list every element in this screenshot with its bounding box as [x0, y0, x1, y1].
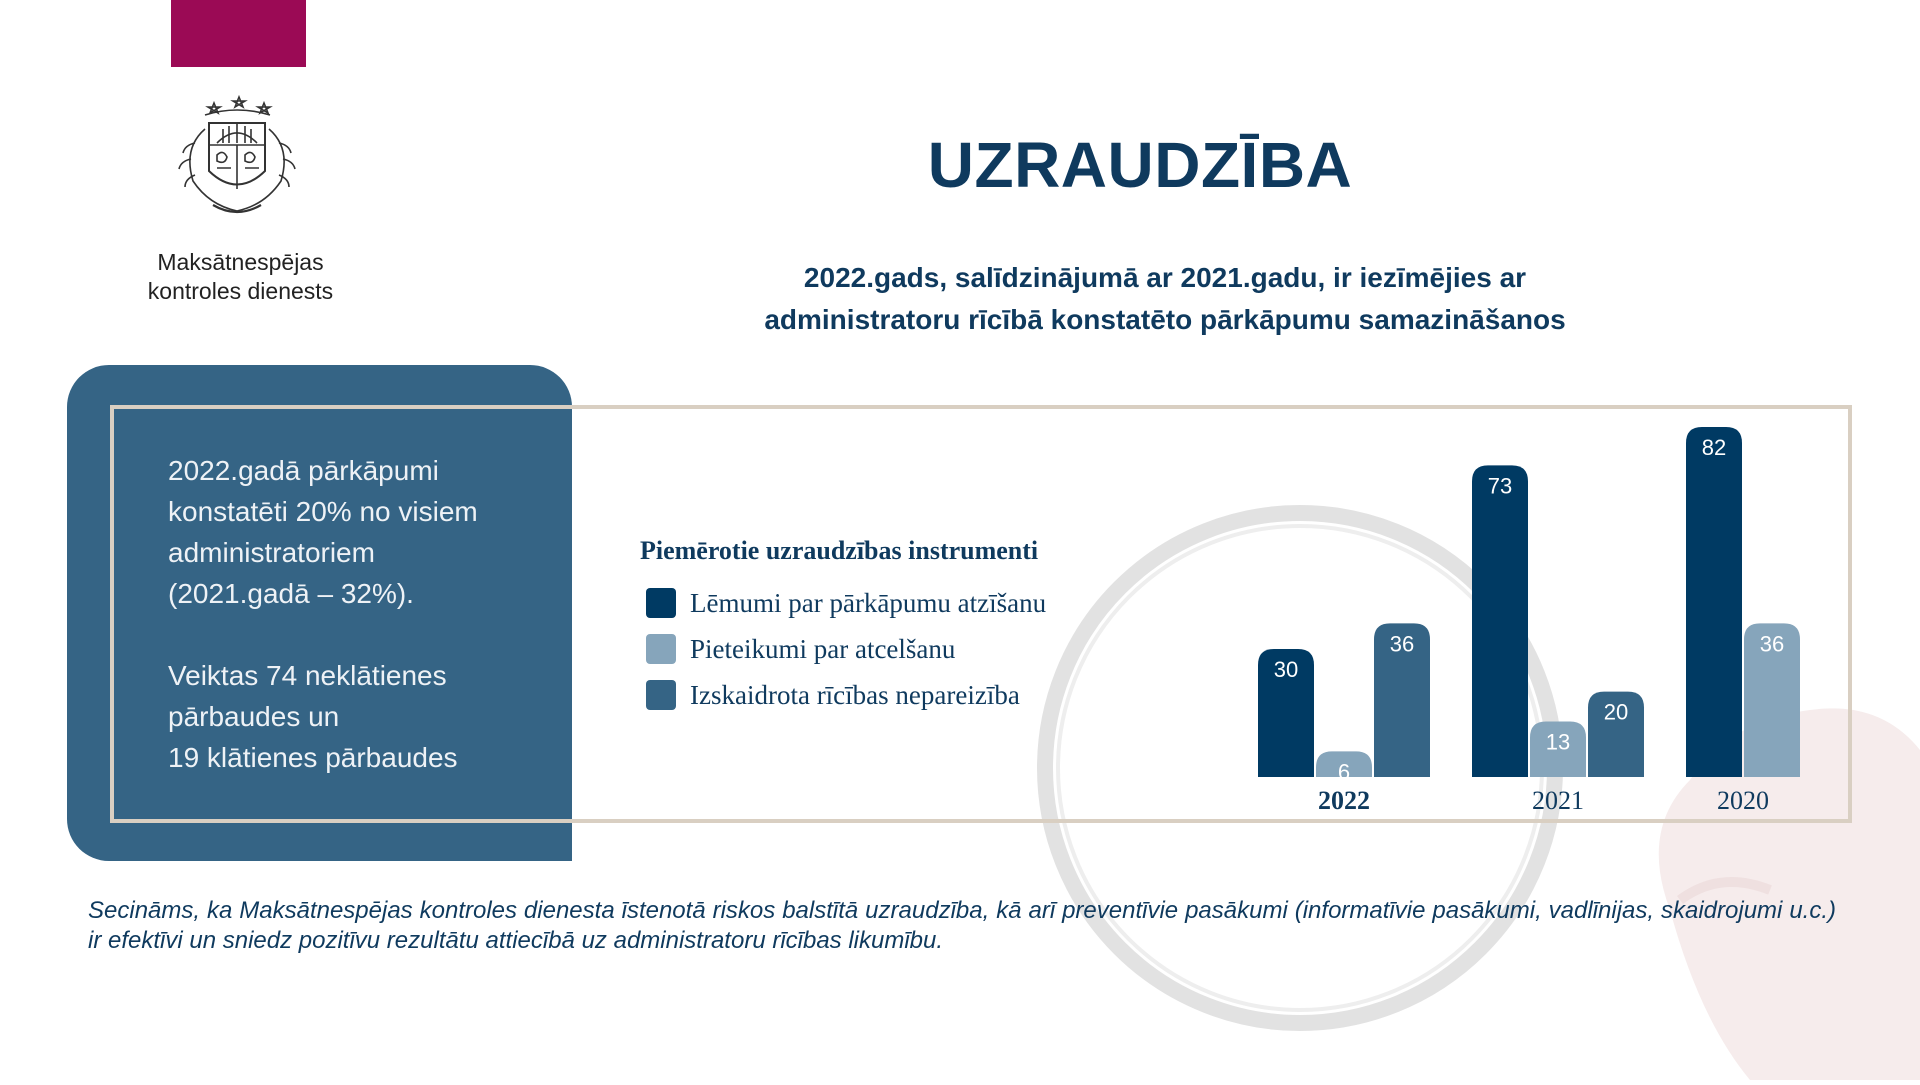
bar-2020-series-0 [1686, 427, 1742, 777]
x-tick-label-2022: 2022 [1318, 786, 1370, 815]
bar-label-2022-series-2: 36 [1389, 631, 1415, 657]
info-line1: 2022.gadā pārkāpumi [168, 455, 439, 486]
bar-label-2020-series-0: 82 [1701, 435, 1727, 460]
legend-label-decisions: Lēmumi par pārkāpumu atzīšanu [690, 587, 1047, 618]
organization-name-line1: Maksātnespējas [157, 249, 324, 275]
bar-chart-svg [1240, 405, 1840, 825]
bar-2021-series-0 [1472, 465, 1528, 777]
coat-of-arms-icon [165, 93, 310, 235]
bar-label-2022-series-0: 30 [1273, 656, 1299, 682]
page-subtitle [640, 257, 1690, 341]
x-tick-label-2021: 2021 [1532, 786, 1584, 815]
info-line3: administratoriem [168, 537, 375, 568]
legend-swatch-cancellations [646, 634, 676, 664]
legend-item-cancellations [640, 626, 1100, 672]
legend-label-improper: Izskaidrota rīcības nepareizība [690, 679, 1020, 710]
legend-item-decisions [640, 580, 1100, 626]
bar-label-2021-series-0: 73 [1487, 473, 1513, 499]
legend-item-improper [640, 672, 1100, 718]
bar-label-2021-series-2: 20 [1603, 699, 1629, 725]
bar-label-2022-series-1: 6 [1337, 759, 1351, 785]
legend-swatch-decisions [646, 588, 676, 618]
chart-title: Piemērotie uzraudzības instrumenti [640, 536, 1039, 565]
legend-label-cancellations: Pieteikumi par atcelšanu [690, 633, 956, 664]
organization-name-line2: kontroles dienests [147, 278, 334, 304]
info-line6: pārbaudes un [168, 701, 340, 732]
info-line7: 19 klātienes pārbaudes [168, 742, 458, 773]
legend-swatch-improper [646, 680, 676, 710]
info-line2: konstatēti 20% no visiem [168, 496, 478, 527]
page-title: UZRAUDZĪBA [927, 129, 1353, 201]
conclusion-text: Secināms, ka Maksātnespējas kontroles dienesta īstenotā riskos balstītā uzraudzība, kā arī preventīvie pasākumi (informatīvie pasākumi, vadlīnijas, skaidrojumi u.c.) ir efektīvi un sniedz pozitīvu rezultātu attiecībā uz administratoru rīcības likumību. [88, 897, 1836, 954]
subtitle-line2: administratoru rīcībā konstatēto pārkāpumu samazināšanos [764, 304, 1566, 335]
chart-legend [640, 536, 1100, 718]
info-line4: (2021.gadā – 32%). [168, 578, 414, 609]
bar-label-2021-series-1: 13 [1545, 729, 1571, 755]
brand-color-bar [171, 0, 306, 67]
info-line5: Veiktas 74 neklātienes [168, 660, 447, 691]
subtitle-line1: 2022.gads, salīdzinājumā ar 2021.gadu, ir iezīmējies ar [803, 262, 1527, 293]
organization-name [118, 248, 363, 306]
bar-label-2020-series-1: 36 [1759, 631, 1785, 657]
x-tick-label-2020: 2020 [1717, 786, 1769, 815]
info-card-text [168, 450, 558, 778]
bar-chart [1240, 405, 1840, 825]
